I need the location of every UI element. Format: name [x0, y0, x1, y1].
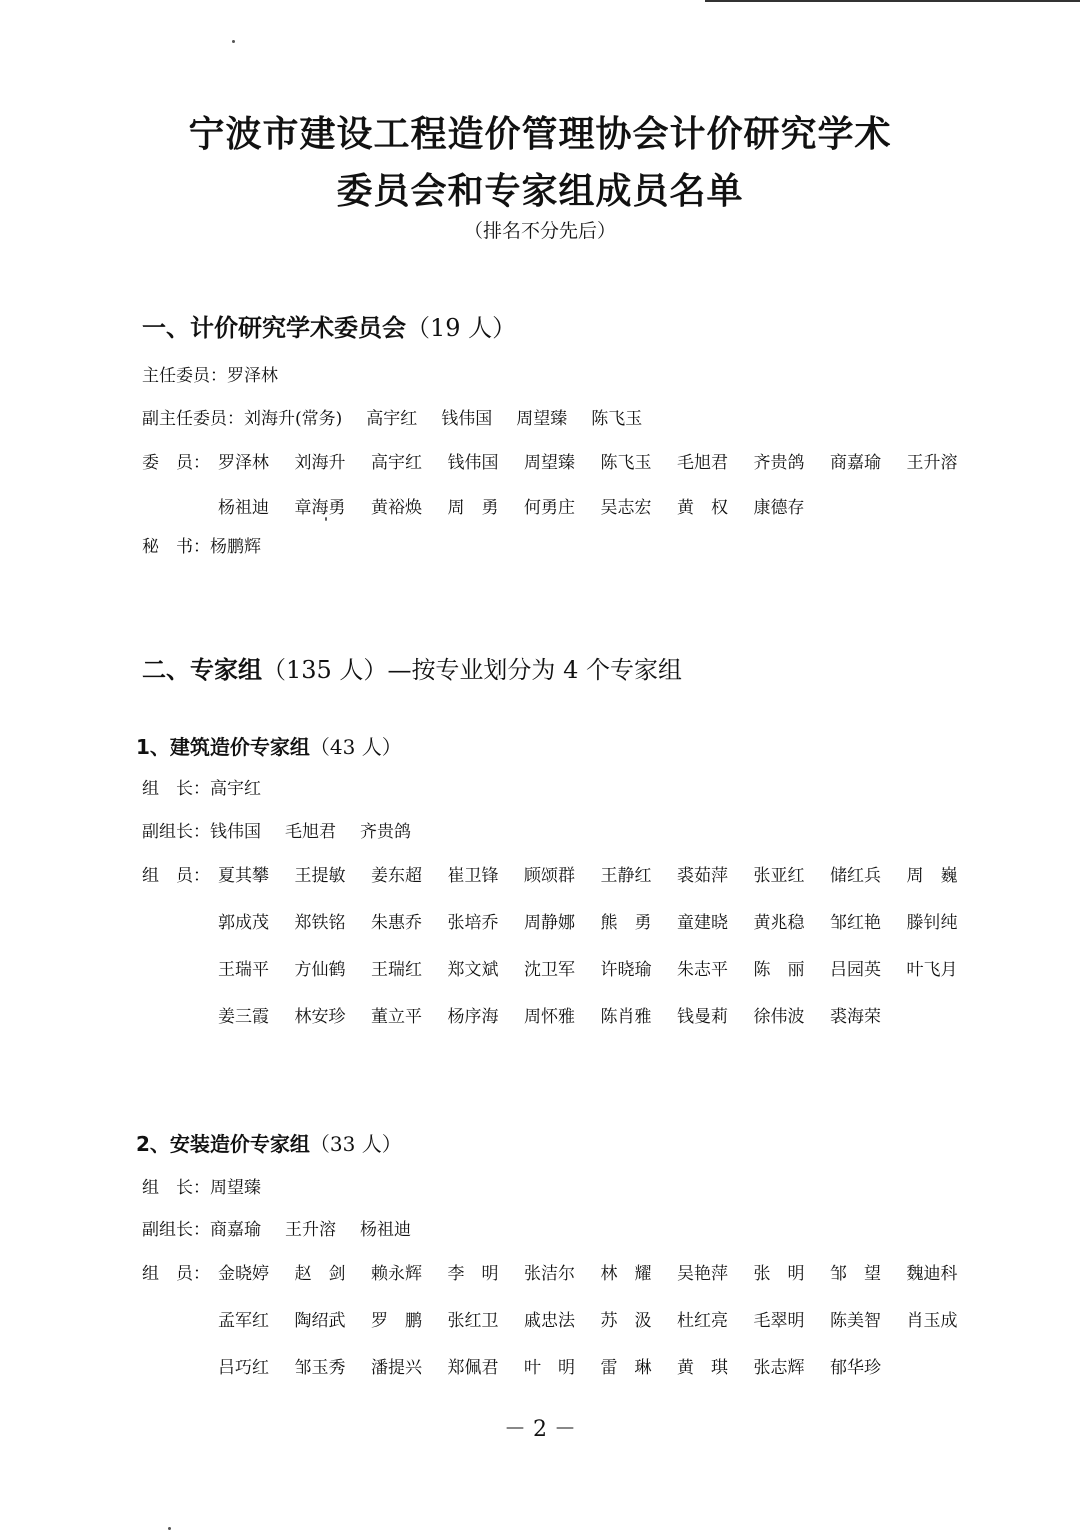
- deputy-name: 王升溶: [285, 1220, 336, 1240]
- member-name: 魏迪科: [906, 1264, 958, 1284]
- member-name: 王提敏: [294, 866, 346, 886]
- leader-label: 组 长：: [142, 1178, 210, 1198]
- member-name: 雷 琳: [600, 1358, 652, 1378]
- document-title-line2: 委员会和专家组成员名单: [336, 171, 744, 212]
- section1-director-line: [142, 361, 278, 386]
- deputy-name: 杨祖迪: [360, 1220, 411, 1240]
- member-name: 商嘉瑜: [830, 453, 881, 473]
- page-number: － 2 －: [504, 1417, 576, 1442]
- member-name: 郭成茂: [218, 913, 269, 933]
- section1-heading: [142, 308, 516, 343]
- deputy-name: 钱伟国: [441, 409, 493, 429]
- member-name: 罗 鹏: [371, 1311, 422, 1331]
- member-name: 吴志宏: [600, 498, 652, 518]
- section2-count: （135 人）: [262, 656, 388, 684]
- scan-speck: [168, 1527, 171, 1530]
- member-name: 王瑞红: [371, 960, 422, 980]
- member-name: 滕钊纯: [906, 913, 958, 933]
- leader-name: 高宇红: [210, 779, 261, 799]
- member-name: 张红卫: [447, 1311, 499, 1331]
- member-name: 邹玉秀: [294, 1358, 346, 1378]
- deputy-label: 副组长：: [142, 1220, 210, 1240]
- member-name: 王静红: [600, 866, 652, 886]
- member-name: 苏 汲: [600, 1311, 652, 1331]
- member-name: 陶绍武: [294, 1311, 346, 1331]
- section2-heading-text: 二、专家组: [142, 656, 262, 684]
- member-name: 方仙鹤: [294, 960, 346, 980]
- member-name: 戚忠法: [524, 1311, 575, 1331]
- member-name: 郑佩君: [447, 1358, 499, 1378]
- deputy-name: 齐贵鸽: [360, 822, 411, 842]
- deputy-label: 副组长：: [142, 822, 210, 842]
- member-name: 林安珍: [294, 1007, 346, 1027]
- director-name: 罗泽林: [227, 366, 278, 386]
- group2-members-label: 组 员：: [142, 1264, 210, 1284]
- member-name: 康德存: [753, 498, 805, 518]
- member-name: 杨序海: [447, 1007, 499, 1027]
- member-name: 周静娜: [524, 913, 575, 933]
- member-name: 张培乔: [447, 913, 499, 933]
- member-name: 沈卫军: [524, 960, 575, 980]
- member-name: 章海勇: [294, 498, 346, 518]
- member-name: 郁华珍: [830, 1358, 881, 1378]
- member-name: 林 耀: [600, 1264, 652, 1284]
- member-name: 徐伟波: [753, 1007, 805, 1027]
- member-name: 崔卫锋: [447, 866, 499, 886]
- member-name: 朱惠乔: [371, 913, 422, 933]
- member-name: 黄 权: [677, 498, 728, 518]
- member-name: 张志辉: [753, 1358, 805, 1378]
- member-name: 黄裕焕: [371, 498, 422, 518]
- document-title-line1: 宁波市建设工程造价管理协会计价研究学术: [188, 114, 892, 155]
- member-name: 周怀雅: [524, 1007, 575, 1027]
- member-name: 吕巧红: [218, 1358, 269, 1378]
- member-name: 姜三霞: [218, 1007, 269, 1027]
- group1-leader-line: [142, 774, 261, 799]
- group2-deputies-line: [142, 1215, 435, 1240]
- section1-deputies-line: [142, 404, 666, 429]
- member-name: 陈美智: [830, 1311, 881, 1331]
- member-name: 朱志平: [677, 960, 728, 980]
- group2-heading-text: 2、安装造价专家组: [136, 1132, 310, 1156]
- member-name: 童建晓: [677, 913, 728, 933]
- member-name: 叶 明: [524, 1358, 575, 1378]
- member-name: 陈飞玉: [600, 453, 652, 473]
- section1-members-label: 委 员：: [142, 453, 210, 473]
- member-name: 熊 勇: [600, 913, 652, 933]
- member-name: 顾颂群: [524, 866, 575, 886]
- member-name: 潘提兴: [371, 1358, 422, 1378]
- deputy-label: 副主任委员：: [142, 409, 244, 429]
- member-name: 钱曼莉: [677, 1007, 728, 1027]
- secretary-label: 秘 书：: [142, 537, 210, 557]
- member-name: 陈肖雅: [600, 1007, 652, 1027]
- member-name: 孟军红: [218, 1311, 269, 1331]
- member-name: 郑铁铭: [294, 913, 346, 933]
- group1-heading-text: 1、建筑造价专家组: [136, 735, 310, 759]
- section1-count: （19 人）: [406, 314, 517, 342]
- section1-secretary-line: [142, 532, 261, 557]
- member-name: 张洁尔: [524, 1264, 575, 1284]
- group1-members-list: [218, 861, 978, 1027]
- member-name: 赖永辉: [371, 1264, 422, 1284]
- deputy-name: 刘海升(常务): [244, 409, 343, 429]
- member-name: 毛旭君: [677, 453, 728, 473]
- group1-heading: [136, 731, 402, 760]
- member-name: 董立平: [371, 1007, 422, 1027]
- member-name: 叶飞月: [906, 960, 958, 980]
- member-name: 杜红亮: [677, 1311, 728, 1331]
- member-name: 裘茹萍: [677, 866, 728, 886]
- member-name: 金晓婷: [218, 1264, 269, 1284]
- deputy-name: 周望臻: [516, 409, 568, 429]
- member-name: 高宇红: [371, 453, 422, 473]
- leader-name: 周望臻: [210, 1178, 261, 1198]
- member-name: 周望臻: [524, 453, 575, 473]
- member-name: 罗泽林: [218, 453, 269, 473]
- section1-members-list: [218, 448, 978, 518]
- member-name: 夏其攀: [218, 866, 269, 886]
- deputy-name: 陈飞玉: [591, 409, 643, 429]
- deputy-name: 高宇红: [366, 409, 418, 429]
- member-name: 许晓瑜: [600, 960, 652, 980]
- group2-members-list: [218, 1259, 978, 1378]
- member-name: 陈 丽: [753, 960, 805, 980]
- leader-label: 组 长：: [142, 779, 210, 799]
- member-name: 肖玉成: [906, 1311, 958, 1331]
- deputy-name: 商嘉瑜: [210, 1220, 261, 1240]
- group2-heading: [136, 1128, 402, 1157]
- scan-artifact-line: [705, 0, 1080, 2]
- member-name: 王升溶: [906, 453, 958, 473]
- member-name: 储红兵: [830, 866, 881, 886]
- member-name: 钱伟国: [447, 453, 499, 473]
- member-name: 李 明: [447, 1264, 499, 1284]
- scan-speck: [232, 40, 235, 43]
- member-name: 邹 望: [830, 1264, 881, 1284]
- member-name: 赵 剑: [294, 1264, 346, 1284]
- director-label: 主任委员：: [142, 366, 227, 386]
- member-name: 黄 琪: [677, 1358, 728, 1378]
- section2-heading-suffix: —按专业划分为 4 个专家组: [387, 656, 682, 684]
- group1-deputies-line: [142, 817, 435, 842]
- member-name: 张 明: [753, 1264, 805, 1284]
- member-name: 吴艳萍: [677, 1264, 728, 1284]
- section2-heading: [142, 650, 682, 685]
- group2-leader-line: [142, 1173, 261, 1198]
- member-name: 齐贵鸽: [753, 453, 805, 473]
- group1-count: （43 人）: [309, 735, 402, 759]
- member-name: 吕园英: [830, 960, 881, 980]
- member-name: 姜东超: [371, 866, 422, 886]
- document-subtitle: （排名不分先后）: [463, 220, 616, 242]
- member-name: 周 巍: [906, 866, 958, 886]
- member-name: 裘海荣: [830, 1007, 881, 1027]
- member-name: 黄兆稳: [753, 913, 805, 933]
- member-name: 周 勇: [447, 498, 499, 518]
- secretary-name: 杨鹏辉: [210, 537, 261, 557]
- member-name: 张亚红: [753, 866, 805, 886]
- member-name: 刘海升: [294, 453, 346, 473]
- member-name: 杨祖迪: [218, 498, 269, 518]
- deputy-name: 毛旭君: [285, 822, 336, 842]
- member-name: 王瑞平: [218, 960, 269, 980]
- group2-count: （33 人）: [309, 1132, 402, 1156]
- member-name: 邹红艳: [830, 913, 881, 933]
- deputy-name: 钱伟国: [210, 822, 261, 842]
- member-name: 毛翠明: [753, 1311, 805, 1331]
- member-name: 郑文斌: [447, 960, 499, 980]
- member-name: 何勇庄: [524, 498, 575, 518]
- group1-members-label: 组 员：: [142, 866, 210, 886]
- section1-heading-text: 一、计价研究学术委员会: [142, 314, 406, 342]
